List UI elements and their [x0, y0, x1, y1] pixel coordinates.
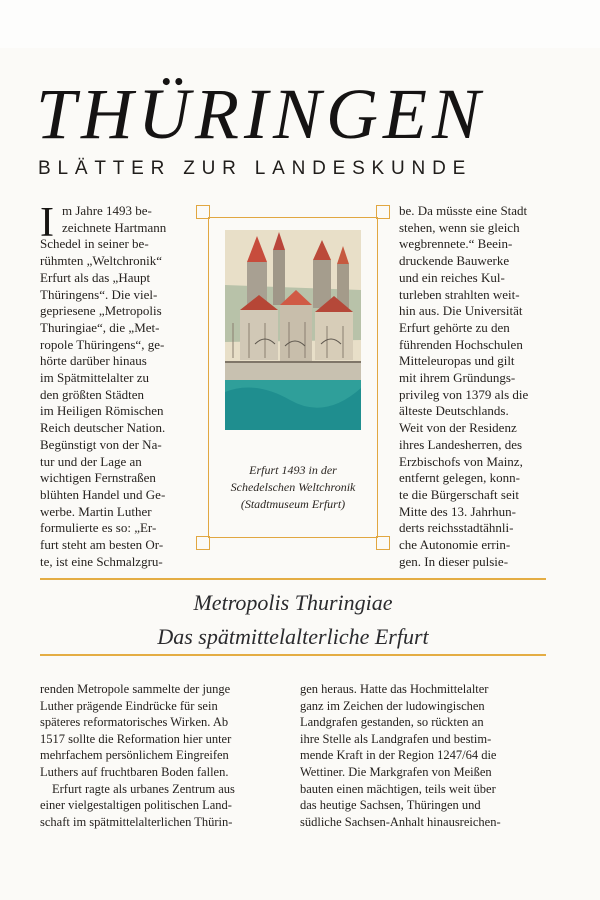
text-line: Wettiner. Die Markgrafen von Meißen	[300, 764, 492, 779]
caption-line: Erfurt 1493 in der	[249, 463, 337, 477]
top-margin	[0, 0, 600, 48]
text-line: und ein reiches Kul-	[399, 269, 505, 285]
text-line: bauten einen mächtigen, teils weit über	[300, 781, 496, 796]
section-title-line-2: Das spätmittelalterliche Erfurt	[157, 624, 429, 649]
figure-frame	[196, 205, 390, 550]
text-line: furt steht am besten Or-	[40, 537, 164, 553]
text-line: mit ihrem Gründungs-	[399, 370, 516, 386]
magazine-title: THÜRINGEN	[36, 74, 486, 154]
text-line: südliche Sachsen-Anhalt hinausreichen-	[300, 814, 501, 829]
text-line: rühmten „Weltchronik“	[40, 253, 163, 269]
text-line: blühten Handel und Ge-	[40, 486, 166, 502]
text-line: be. Da müsste eine Stadt	[399, 203, 528, 218]
text-line: Weit von der Residenz	[399, 420, 517, 436]
text-line: Begünstigt von der Na-	[40, 436, 162, 452]
article-column-right	[399, 203, 546, 570]
text-line: 1517 sollte die Reformation hier unter	[40, 731, 232, 746]
text-line: ihres Landesherren, des	[399, 436, 523, 452]
drop-cap: I	[40, 200, 54, 246]
text-line: späteres reformatorisches Wirken. Ab	[40, 715, 229, 730]
frame-corner-bottom-left	[196, 536, 210, 550]
text-line: im Spätmittelalter zu	[40, 370, 150, 386]
text-line: privileg von 1379 als die	[399, 386, 529, 402]
bottom-column-left	[40, 681, 286, 830]
erfurt-woodcut-image	[225, 230, 361, 430]
text-line: führenden Hochschulen	[399, 336, 523, 352]
text-line: stehen, wenn sie gleich	[399, 219, 520, 235]
text-line: ihre Stelle als Landgrafen und bestim-	[300, 731, 492, 746]
frame-line-bottom	[208, 537, 378, 538]
caption-line: Schedelschen Weltchronik	[230, 480, 356, 494]
text-line: im Heiligen Römischen	[40, 403, 164, 419]
text-line: formulierte es so: „Er-	[40, 520, 157, 536]
section-title-line-1: Metropolis Thuringiae	[193, 590, 393, 615]
text-line: Mitteleuropas und gilt	[399, 353, 515, 369]
text-line: Thüringens“. Die viel-	[40, 286, 158, 302]
text-line: zeichnete Hartmann	[62, 219, 167, 235]
text-line: Erfurt als das „Haupt	[40, 269, 151, 285]
text-line: werbe. Martin Luther	[40, 503, 152, 519]
text-line: m Jahre 1493 be-	[62, 203, 152, 218]
text-line: älteste Deutschlands.	[399, 403, 509, 419]
frame-line-top	[208, 217, 378, 218]
frame-corner-top-right	[376, 205, 390, 219]
section-rule-bottom	[40, 654, 546, 656]
text-line: Thuringiae“, die „Met-	[40, 319, 160, 335]
text-line: gepriesene „Metropolis	[40, 303, 162, 319]
text-line: druckende Bauwerke	[399, 253, 510, 269]
text-line: Luther prägende Eindrücke für sein	[40, 698, 218, 713]
text-line: gen. In dieser pulsie-	[399, 553, 509, 569]
text-line: Landgrafen gestanden, so rückten an	[300, 715, 484, 730]
text-line: derts reichsstadtähnli-	[399, 520, 514, 536]
text-line: wichtigen Fernstraßen	[40, 470, 156, 486]
text-line: turleben strahlten weit-	[399, 286, 520, 302]
magazine-subtitle: BLÄTTER ZUR LANDESKUNDE	[38, 158, 473, 179]
article-column-left	[40, 200, 186, 570]
text-line: entfernt gelegen, konn-	[399, 470, 520, 486]
text-line: Schedel in seiner be-	[40, 236, 149, 252]
text-line: das heutige Sachsen, Thüringen und	[300, 798, 481, 813]
city-illustration	[225, 230, 361, 430]
text-line: Erfurt gehörte zu den	[399, 319, 510, 335]
text-line: mehrfachem persönlichem Eingreifen	[40, 748, 229, 763]
text-line: schaft im spätmittelalterlichen Thürin-	[40, 814, 233, 829]
text-line: tur und der Lage an	[40, 453, 142, 469]
text-line: Mitte des 13. Jahrhun-	[399, 503, 516, 519]
text-line: Reich deutscher Nation.	[40, 420, 166, 436]
frame-corner-bottom-right	[376, 536, 390, 550]
section-rule-top	[40, 578, 546, 580]
text-line: mende Kraft in der Region 1247/64 die	[300, 748, 497, 763]
text-line: einer vielgestaltigen politischen Land-	[40, 798, 232, 813]
text-line: hin aus. Die Universität	[399, 303, 523, 319]
text-line: den größten Städten	[40, 386, 144, 402]
text-line: hörte darüber hinaus	[40, 353, 147, 369]
text-line: ropole Thüringens“, ge-	[40, 336, 165, 352]
text-line: Erfurt ragte als urbanes Zentrum aus	[52, 781, 235, 796]
text-line: gen heraus. Hatte das Hochmittelalter	[300, 682, 489, 696]
text-line: te die Bürgerschaft seit	[399, 486, 519, 502]
text-line: renden Metropole sammelte der junge	[40, 682, 231, 696]
text-line: Erzbischofs von Mainz,	[399, 453, 523, 469]
text-line: te, ist eine Schmalzgru-	[40, 553, 163, 569]
caption-line: (Stadtmuseum Erfurt)	[240, 497, 346, 511]
figure-caption	[206, 462, 380, 513]
text-line: wegbrennete.“ Beein-	[399, 236, 513, 252]
bottom-column-right	[300, 681, 546, 830]
text-line: Luthers auf fruchtbaren Boden fallen.	[40, 764, 229, 779]
text-line: ganz im Zeichen der ludowingischen	[300, 698, 485, 713]
text-line: che Autonomie errin-	[399, 537, 511, 553]
